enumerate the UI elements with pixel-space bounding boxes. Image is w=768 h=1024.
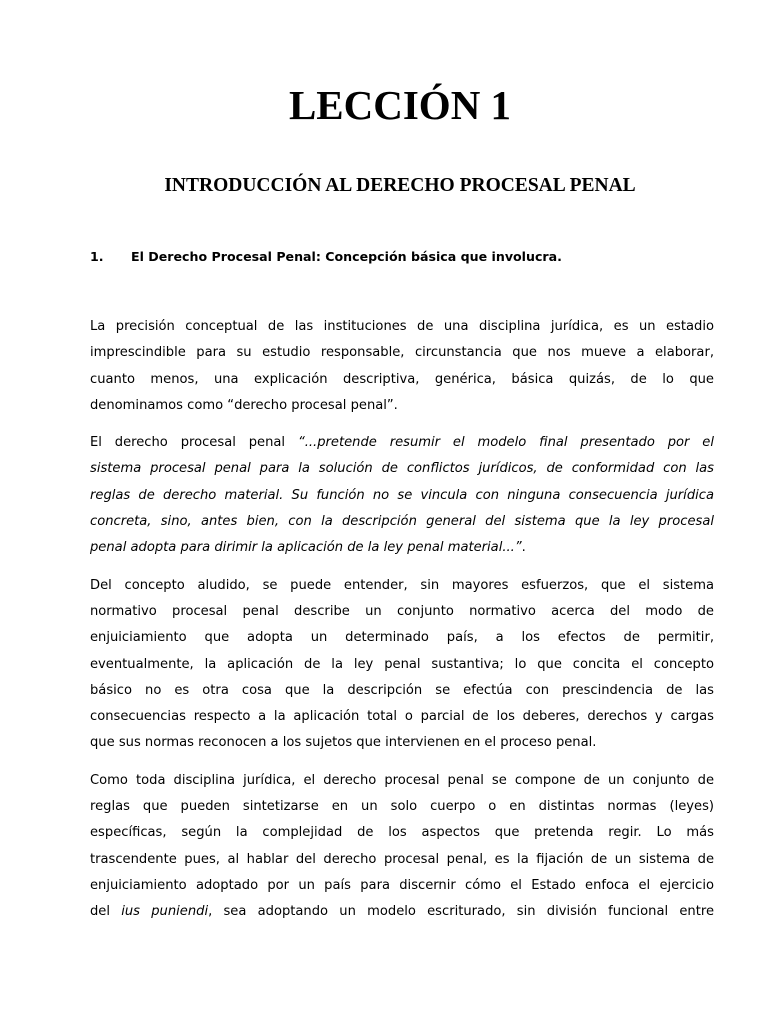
paragraph-line: específicas, según la complejidad de los aspectos que pretenda regir. Lo más xyxy=(90,825,714,841)
paragraph-line: Como toda disciplina jurídica, el derecho procesal penal se compone de un conjunto de xyxy=(90,772,714,788)
paragraph-line: cuanto menos, una explicación descriptiva, genérica, básica quizás, de lo que xyxy=(90,371,714,387)
paragraph-line: normativo procesal penal describe un conjunto normativo acerca del modo de xyxy=(90,603,714,619)
quote-text: “...pretende resumir el modelo final presentado por el xyxy=(297,435,714,451)
paragraph-line: trascendente pues, al hablar del derecho procesal penal, es la fijación de un sistema de xyxy=(90,851,714,867)
paragraph-line: denominamos como “derecho procesal penal”. xyxy=(90,397,398,413)
paragraph-line xyxy=(90,899,714,925)
document-body xyxy=(90,314,714,937)
lesson-title: LECCIÓN 1 xyxy=(288,82,512,128)
paragraph-line: Del concepto aludido, se puede entender, sin mayores esfuerzos, que el sistema xyxy=(90,577,714,593)
paragraph-line: enjuiciamiento que adopta un determinado país, a los efectos de permitir, xyxy=(90,630,714,646)
paragraph-line xyxy=(90,430,714,456)
text-run: del xyxy=(90,904,122,920)
paragraph-line: básico no es otra cosa que la descripción se efectúa con prescindencia de las xyxy=(90,682,714,698)
paragraph-line: La precisión conceptual de las instituciones de una disciplina jurídica, es un estadio xyxy=(90,319,714,334)
paragraph-line: consecuencias respecto a la aplicación total o parcial de los deberes, derechos y cargas xyxy=(90,709,714,725)
section-number: 1. xyxy=(90,249,104,264)
paragraph-line: eventualmente, la aplicación de la ley penal sustantiva; lo que concita el concepto xyxy=(90,656,714,672)
quote-text: penal adopta para dirimir la aplicación de la ley penal material...” xyxy=(90,540,522,556)
paragraph-1 xyxy=(90,314,714,419)
section-heading xyxy=(90,247,562,267)
quote-intro: El derecho procesal penal xyxy=(90,435,298,451)
paragraph-line xyxy=(90,535,714,561)
italic-term: ius puniendi xyxy=(121,904,209,920)
lesson-subtitle: INTRODUCCIÓN AL DERECHO PROCESAL PENAL xyxy=(164,175,636,196)
paragraph-3 xyxy=(90,573,714,757)
paragraph-line: imprescindible para su estudio responsable, circunstancia que nos mueve a elaborar, xyxy=(90,345,714,361)
quote-text: concreta, sino, antes bien, con la descripción general del sistema que la ley procesal xyxy=(90,514,714,530)
text-run: , sea adoptando un modelo escriturado, sin división funcional entre xyxy=(208,904,714,920)
quote-ending: . xyxy=(521,540,526,556)
section-title: El Derecho Procesal Penal: Concepción básica que involucra. xyxy=(131,249,562,264)
paragraph-4 xyxy=(90,768,714,926)
paragraph-line: que sus normas reconocen a los sujetos que intervienen en el proceso penal. xyxy=(90,735,597,751)
quote-text: reglas de derecho material. Su función no se vincula con ninguna consecuencia jurídica xyxy=(90,487,714,503)
quote-text: sistema procesal penal para la solución de conflictos jurídicos, de conformidad con las xyxy=(90,461,714,477)
paragraph-line: reglas que pueden sintetizarse en un solo cuerpo o en distintas normas (leyes) xyxy=(90,799,714,815)
paragraph-2 xyxy=(90,430,714,561)
paragraph-line: enjuiciamiento adoptado por un país para discernir cómo el Estado enfoca el ejercicio xyxy=(90,877,714,893)
